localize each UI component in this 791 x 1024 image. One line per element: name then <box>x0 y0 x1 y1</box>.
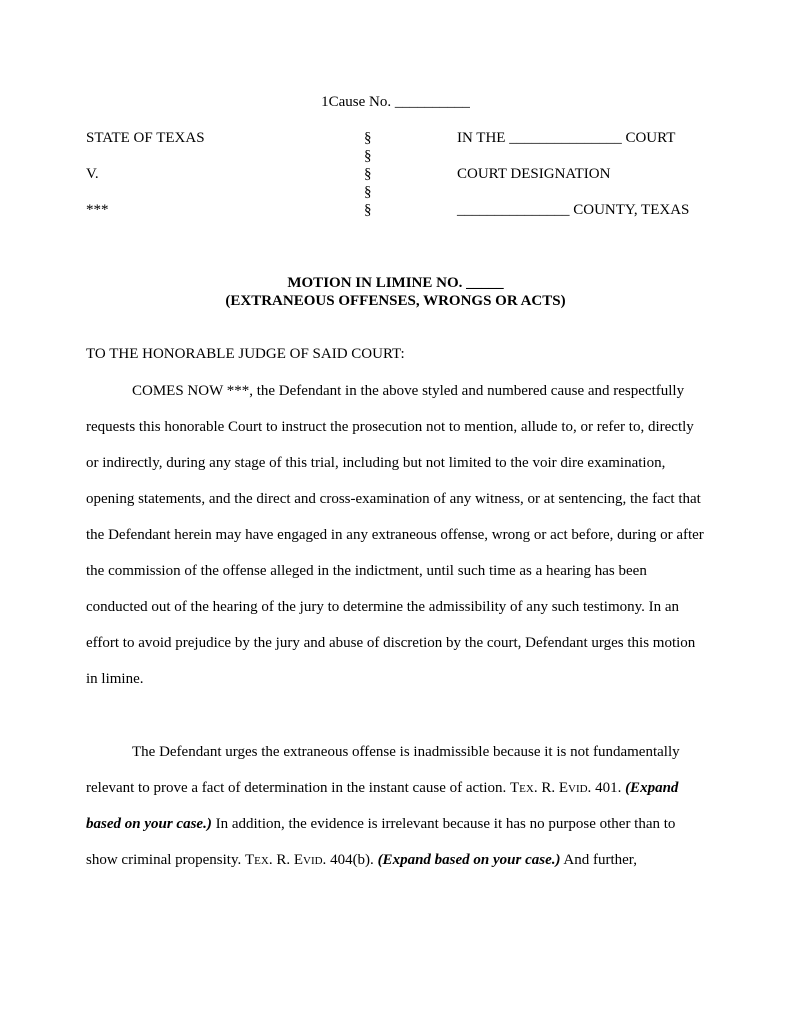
section-symbol: § <box>364 130 372 146</box>
caption-versus: V. <box>86 166 99 182</box>
rule-number: 401. <box>591 780 622 796</box>
salutation: TO THE HONORABLE JUDGE OF SAID COURT: <box>86 346 405 362</box>
paragraph-1-text: COMES NOW ***, the Defendant in the above styled and numbered cause and respectfully requests this honorable Court to instruct the prosecution not to mention, allude to, or refer to, directly or indirectly, during any stage of this trial, including but not limited to the voir dire examination, opening statements, and the direct and cross-examination of any witness, or at sentencing, the fact that the Defendant herein may have engaged in any extraneous offense, wrong or act before, during or after the commission of the offense alleged in the indictment, until such time as a hearing has been conducted out of the hearing of the jury to determine the admissibility of any such testimony. In an effort to avoid prejudice by the jury and abuse of discretion by the court, Defendant urges this motion in limine. <box>86 383 704 687</box>
motion-subtitle: (EXTRANEOUS OFFENSES, WRONGS OR ACTS) <box>225 293 566 309</box>
rule-citation: Tex. R. Evid. <box>245 852 327 868</box>
caption-court: IN THE _______________ COURT <box>457 130 676 146</box>
caption-defendant: *** <box>86 202 109 218</box>
section-symbol: § <box>364 166 372 182</box>
rule-citation: Tex. R. Evid. <box>510 780 592 796</box>
caption-court-designation: COURT DESIGNATION <box>457 166 611 182</box>
section-symbol: § <box>364 184 372 200</box>
cause-number: 1Cause No. __________ <box>321 94 470 110</box>
body-paragraph-2 <box>86 734 706 878</box>
paragraph-2-text-3: And further, <box>560 852 637 868</box>
expand-note: (Expand based on your case.) <box>377 852 561 868</box>
section-symbol: § <box>364 202 372 218</box>
paragraph-2-text-2: In addition, the evidence is irrelevant because it has no purpose other than to show criminal propensity. <box>86 816 676 868</box>
expand-note: (Expand based on your case.) <box>86 780 679 832</box>
body-paragraph-1 <box>86 373 706 697</box>
paragraph-2-text-1: The Defendant urges the extraneous offense is inadmissible because it is not fundamentally relevant to prove a fact of determination in the instant cause of action. <box>86 744 680 796</box>
rule-number: 404(b). <box>326 852 378 868</box>
caption-county: _______________ COUNTY, TEXAS <box>457 202 690 218</box>
section-symbol: § <box>364 148 372 164</box>
motion-title: MOTION IN LIMINE NO. _____ <box>287 275 504 291</box>
caption-party-state: STATE OF TEXAS <box>86 130 205 146</box>
